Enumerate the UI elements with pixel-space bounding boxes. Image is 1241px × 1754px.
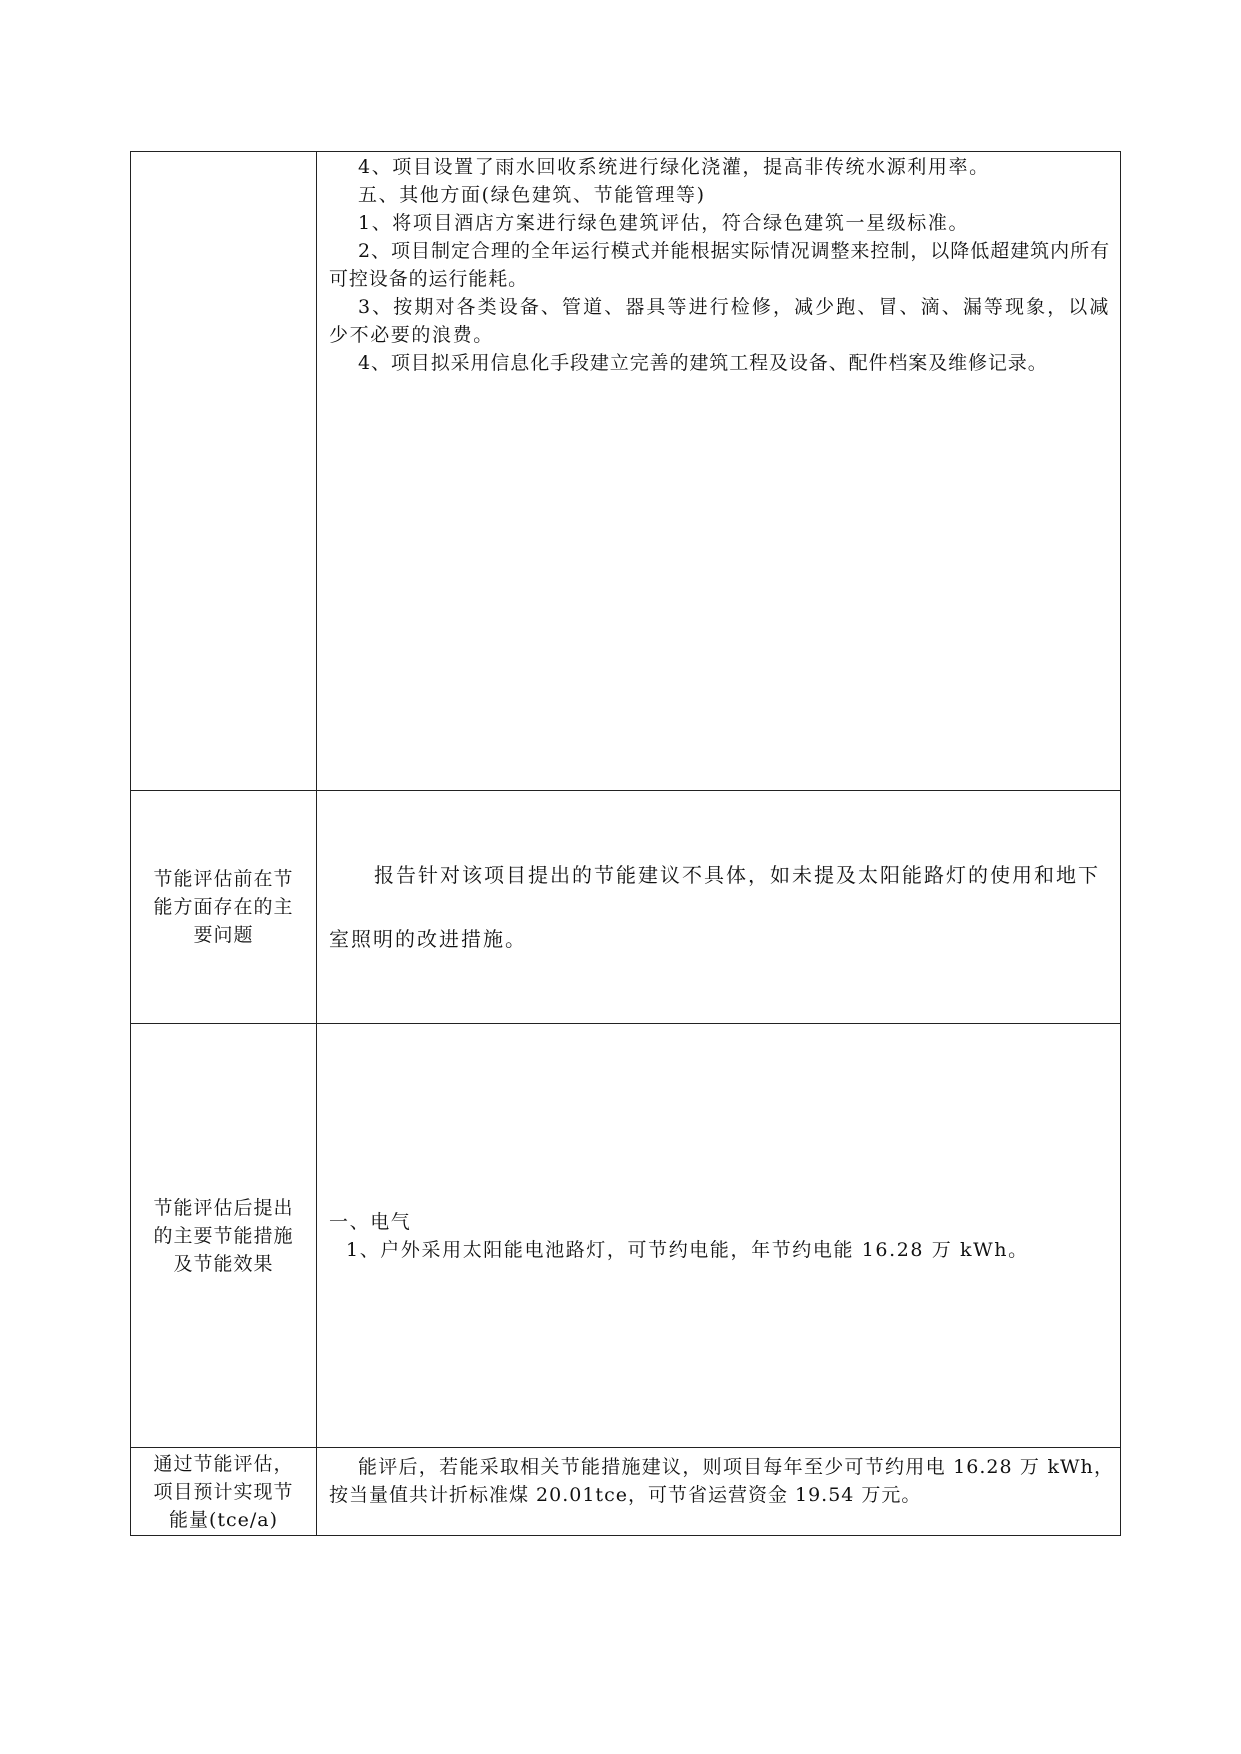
measure-line-maintenance: 3、按期对各类设备、管道、器具等进行检修，减少跑、冒、滴、漏等现象，以减少不必要的浪费。 <box>329 296 1110 346</box>
row-3-label-line: 及节能效果 <box>173 1252 274 1275</box>
energy-savings-summary: 能评后，若能采取相关节能措施建议，则项目每年至少可节约用电 16.28 万 kWh，按当量值共计折标准煤 20.01tce，可节省运营资金 19.54 万元。 <box>329 1456 1114 1506</box>
row-2-label-line: 节能评估前在节 <box>153 868 294 890</box>
measure-line-operation-mode: 2、项目制定合理的全年运行模式并能根据实际情况调整来控制，以降低超建筑内所有可控设备的运行能耗。 <box>329 240 1110 290</box>
row-4-label-line: 项目预计实现节 <box>153 1480 294 1503</box>
table-row-energy-savings <box>131 1448 1121 1536</box>
section-heading-electrical: 一、电气 <box>329 1210 412 1233</box>
row-2-label-line: 能方面存在的主 <box>153 896 294 918</box>
row-2-content-cell <box>317 791 1121 1024</box>
row-1-label-cell <box>131 152 317 791</box>
row-3-label-line: 节能评估后提出 <box>153 1196 294 1219</box>
table-row-problems <box>131 791 1121 1024</box>
problem-text-line-2: 室照明的改进措施。 <box>329 927 527 951</box>
section-heading-other: 五、其他方面(绿色建筑、节能管理等) <box>358 184 706 206</box>
row-4-label-cell <box>131 1448 317 1536</box>
row-2-label-cell <box>131 791 317 1024</box>
energy-assessment-table <box>130 151 1121 1536</box>
problem-text-line-1: 报告针对该项目提出的节能建议不具体，如未提及太阳能路灯的使用和地下 <box>374 863 1100 887</box>
row-2-label-line: 要问题 <box>193 924 254 946</box>
row-4-content-cell <box>317 1448 1121 1536</box>
row-3-content-cell <box>317 1024 1121 1448</box>
measure-line-green-building: 1、将项目酒店方案进行绿色建筑评估，符合绿色建筑一星级标准。 <box>358 212 970 234</box>
row-4-label-line: 通过节能评估， <box>153 1452 294 1475</box>
row-4-label-line: 能量(tce/a) <box>168 1508 279 1531</box>
measure-line-archives: 4、项目拟采用信息化手段建立完善的建筑工程及设备、配件档案及维修记录。 <box>358 352 1048 374</box>
measure-line-solar-lamps: 1、户外采用太阳能电池路灯，可节约电能，年节约电能 16.28 万 kWh。 <box>346 1238 1029 1261</box>
row-3-label-line: 的主要节能措施 <box>153 1224 294 1247</box>
table-row-measures-effects <box>131 1024 1121 1448</box>
row-1-content-cell <box>317 152 1121 791</box>
row-3-label-cell <box>131 1024 317 1448</box>
table-row-other-measures <box>131 152 1121 791</box>
measure-line-rainwater: 4、项目设置了雨水回收系统进行绿化浇灌，提高非传统水源利用率。 <box>358 156 990 178</box>
